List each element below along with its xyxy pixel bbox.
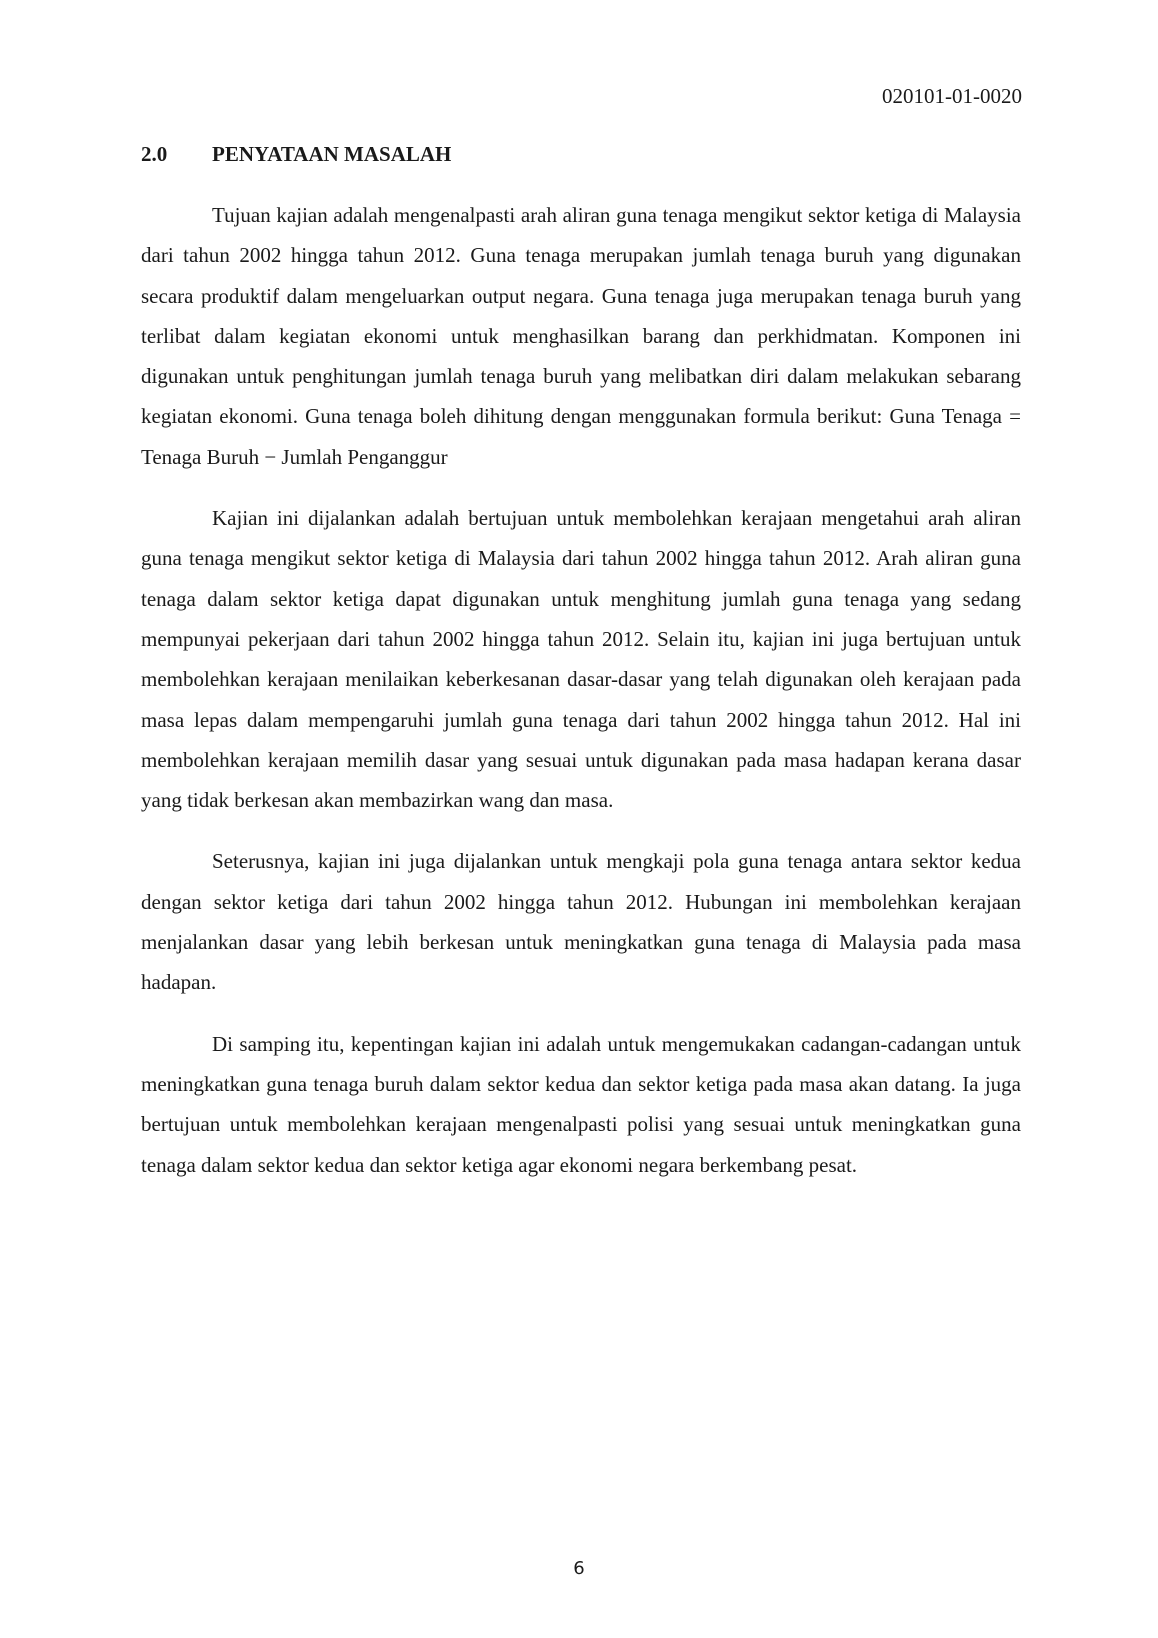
paragraph-1: Tujuan kajian adalah mengenalpasti arah aliran guna tenaga mengikut sektor ketiga di Malaysia dari tahun 2002 hingga tahun 2012. Guna tenaga merupakan jumlah tenaga buruh yang digunakan secara produktif dalam mengeluarkan output negara. Guna tenaga juga merupakan tenaga buruh yang terlibat dalam kegiatan ekonomi untuk menghasilkan barang dan perkhidmatan. Komponen ini digunakan untuk penghitungan jumlah tenaga buruh yang melibatkan diri dalam melakukan sebarang kegiatan ekonomi. Guna tenaga boleh dihitung dengan menggunakan formula berikut: Guna Tenaga = Tenaga Buruh − Jumlah Penganggur	[141, 203, 1021, 469]
section-heading	[141, 140, 451, 168]
paragraph-3: Seterusnya, kajian ini juga dijalankan untuk mengkaji pola guna tenaga antara sektor kedua dengan sektor ketiga dari tahun 2002 hingga tahun 2012. Hubungan ini membolehkan kerajaan menjalankan dasar yang lebih berkesan untuk meningkatkan guna tenaga di Malaysia pada masa hadapan.	[141, 849, 1021, 995]
body-text	[141, 195, 1021, 1206]
page-number: 6	[573, 1558, 585, 1579]
document-id: 020101-01-0020	[882, 84, 1022, 108]
section-number: 2.0	[141, 142, 168, 166]
section-title: PENYATAAN MASALAH	[212, 142, 452, 166]
paragraph-4: Di samping itu, kepentingan kajian ini adalah untuk mengemukakan cadangan-cadangan untuk meningkatkan guna tenaga buruh dalam sektor kedua dan sektor ketiga pada masa akan datang. Ia juga bertujuan untuk membolehkan kerajaan mengenalpasti polisi yang sesuai untuk meningkatkan guna tenaga dalam sektor kedua dan sektor ketiga agar ekonomi negara berkembang pesat.	[141, 1031, 1021, 1177]
paragraph-2: Kajian ini dijalankan adalah bertujuan untuk membolehkan kerajaan mengetahui arah aliran guna tenaga mengikut sektor ketiga di Malaysia dari tahun 2002 hingga tahun 2012. Arah aliran guna tenaga dalam sektor ketiga dapat digunakan untuk menghitung jumlah guna tenaga yang sedang mempunyai pekerjaan dari tahun 2002 hingga tahun 2012. Selain itu, kajian ini juga bertujuan untuk membolehkan kerajaan menilaikan keberkesanan dasar-dasar yang telah digunakan oleh kerajaan pada masa lepas dalam mempengaruhi jumlah guna tenaga dari tahun 2002 hingga tahun 2012. Hal ini membolehkan kerajaan memilih dasar yang sesuai untuk digunakan pada masa hadapan kerana dasar yang tidak berkesan akan membazirkan wang dan masa.	[141, 506, 1021, 813]
